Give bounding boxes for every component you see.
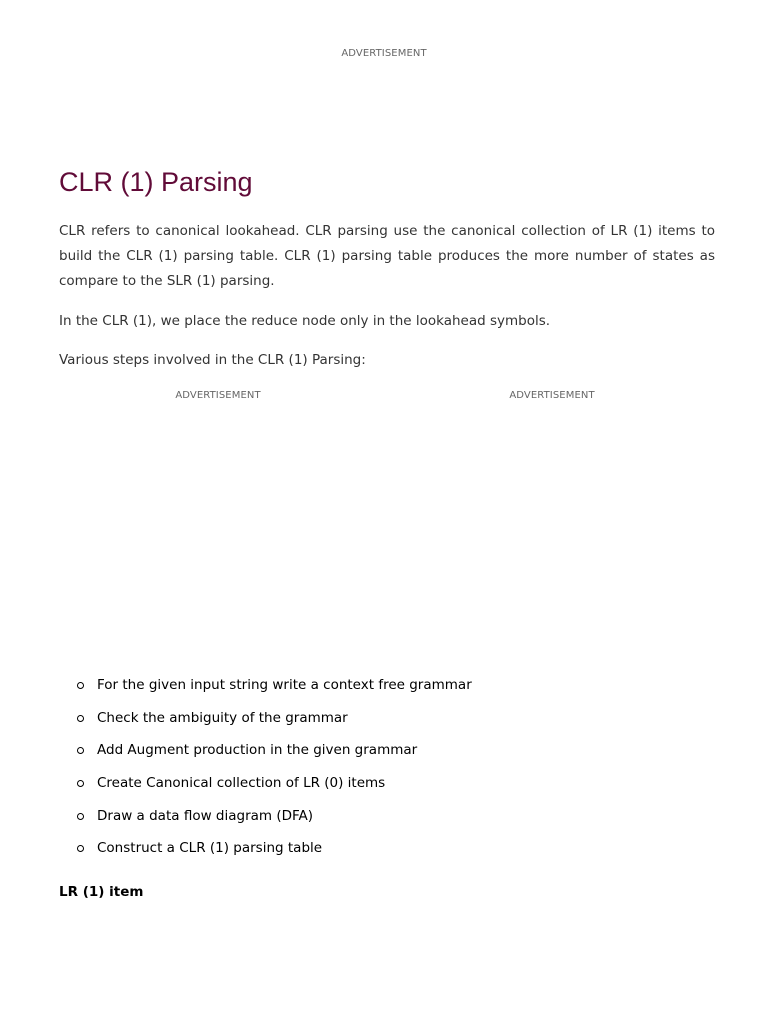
step-text: Draw a data flow diagram (DFA) [97, 807, 314, 824]
step-text: Check the ambiguity of the grammar [97, 709, 348, 726]
section-subheading: LR (1) item [59, 884, 144, 900]
step-text: Add Augment production in the given grammar [97, 742, 418, 759]
circle-bullet-icon [77, 682, 84, 689]
circle-bullet-icon [77, 747, 84, 754]
list-item [97, 709, 472, 742]
circle-bullet-icon [77, 715, 84, 722]
ad-label-top: ADVERTISEMENT [341, 48, 427, 59]
steps-intro-paragraph: Various steps involved in the CLR (1) Parsing: [59, 352, 366, 368]
step-text: For the given input string write a context free grammar [97, 677, 472, 693]
intro-paragraph: CLR refers to canonical lookahead. CLR parsing use the canonical collection of LR (1) items to build the CLR (1) parsing table. CLR (1) parsing table produces the more number of states as compare to the SLR (1) parsing. [59, 223, 715, 289]
circle-bullet-icon [77, 813, 84, 820]
step-text: Create Canonical collection of LR (0) items [97, 775, 386, 792]
page-title: CLR (1) Parsing [59, 167, 253, 197]
ad-slot-left[interactable] [59, 408, 379, 658]
list-item [97, 774, 472, 807]
list-item [97, 839, 472, 872]
step-text: Construct a CLR (1) parsing table [97, 840, 323, 857]
list-item [97, 676, 472, 709]
circle-bullet-icon [77, 780, 84, 787]
ad-label-right: ADVERTISEMENT [509, 390, 595, 401]
reduce-note-paragraph: In the CLR (1), we place the reduce node only in the lookahead symbols. [59, 313, 551, 329]
ad-label-left: ADVERTISEMENT [175, 390, 261, 401]
circle-bullet-icon [77, 845, 84, 852]
list-item [97, 741, 472, 774]
steps-list [97, 676, 472, 872]
ad-slot-right[interactable] [420, 408, 684, 658]
list-item [97, 807, 472, 840]
